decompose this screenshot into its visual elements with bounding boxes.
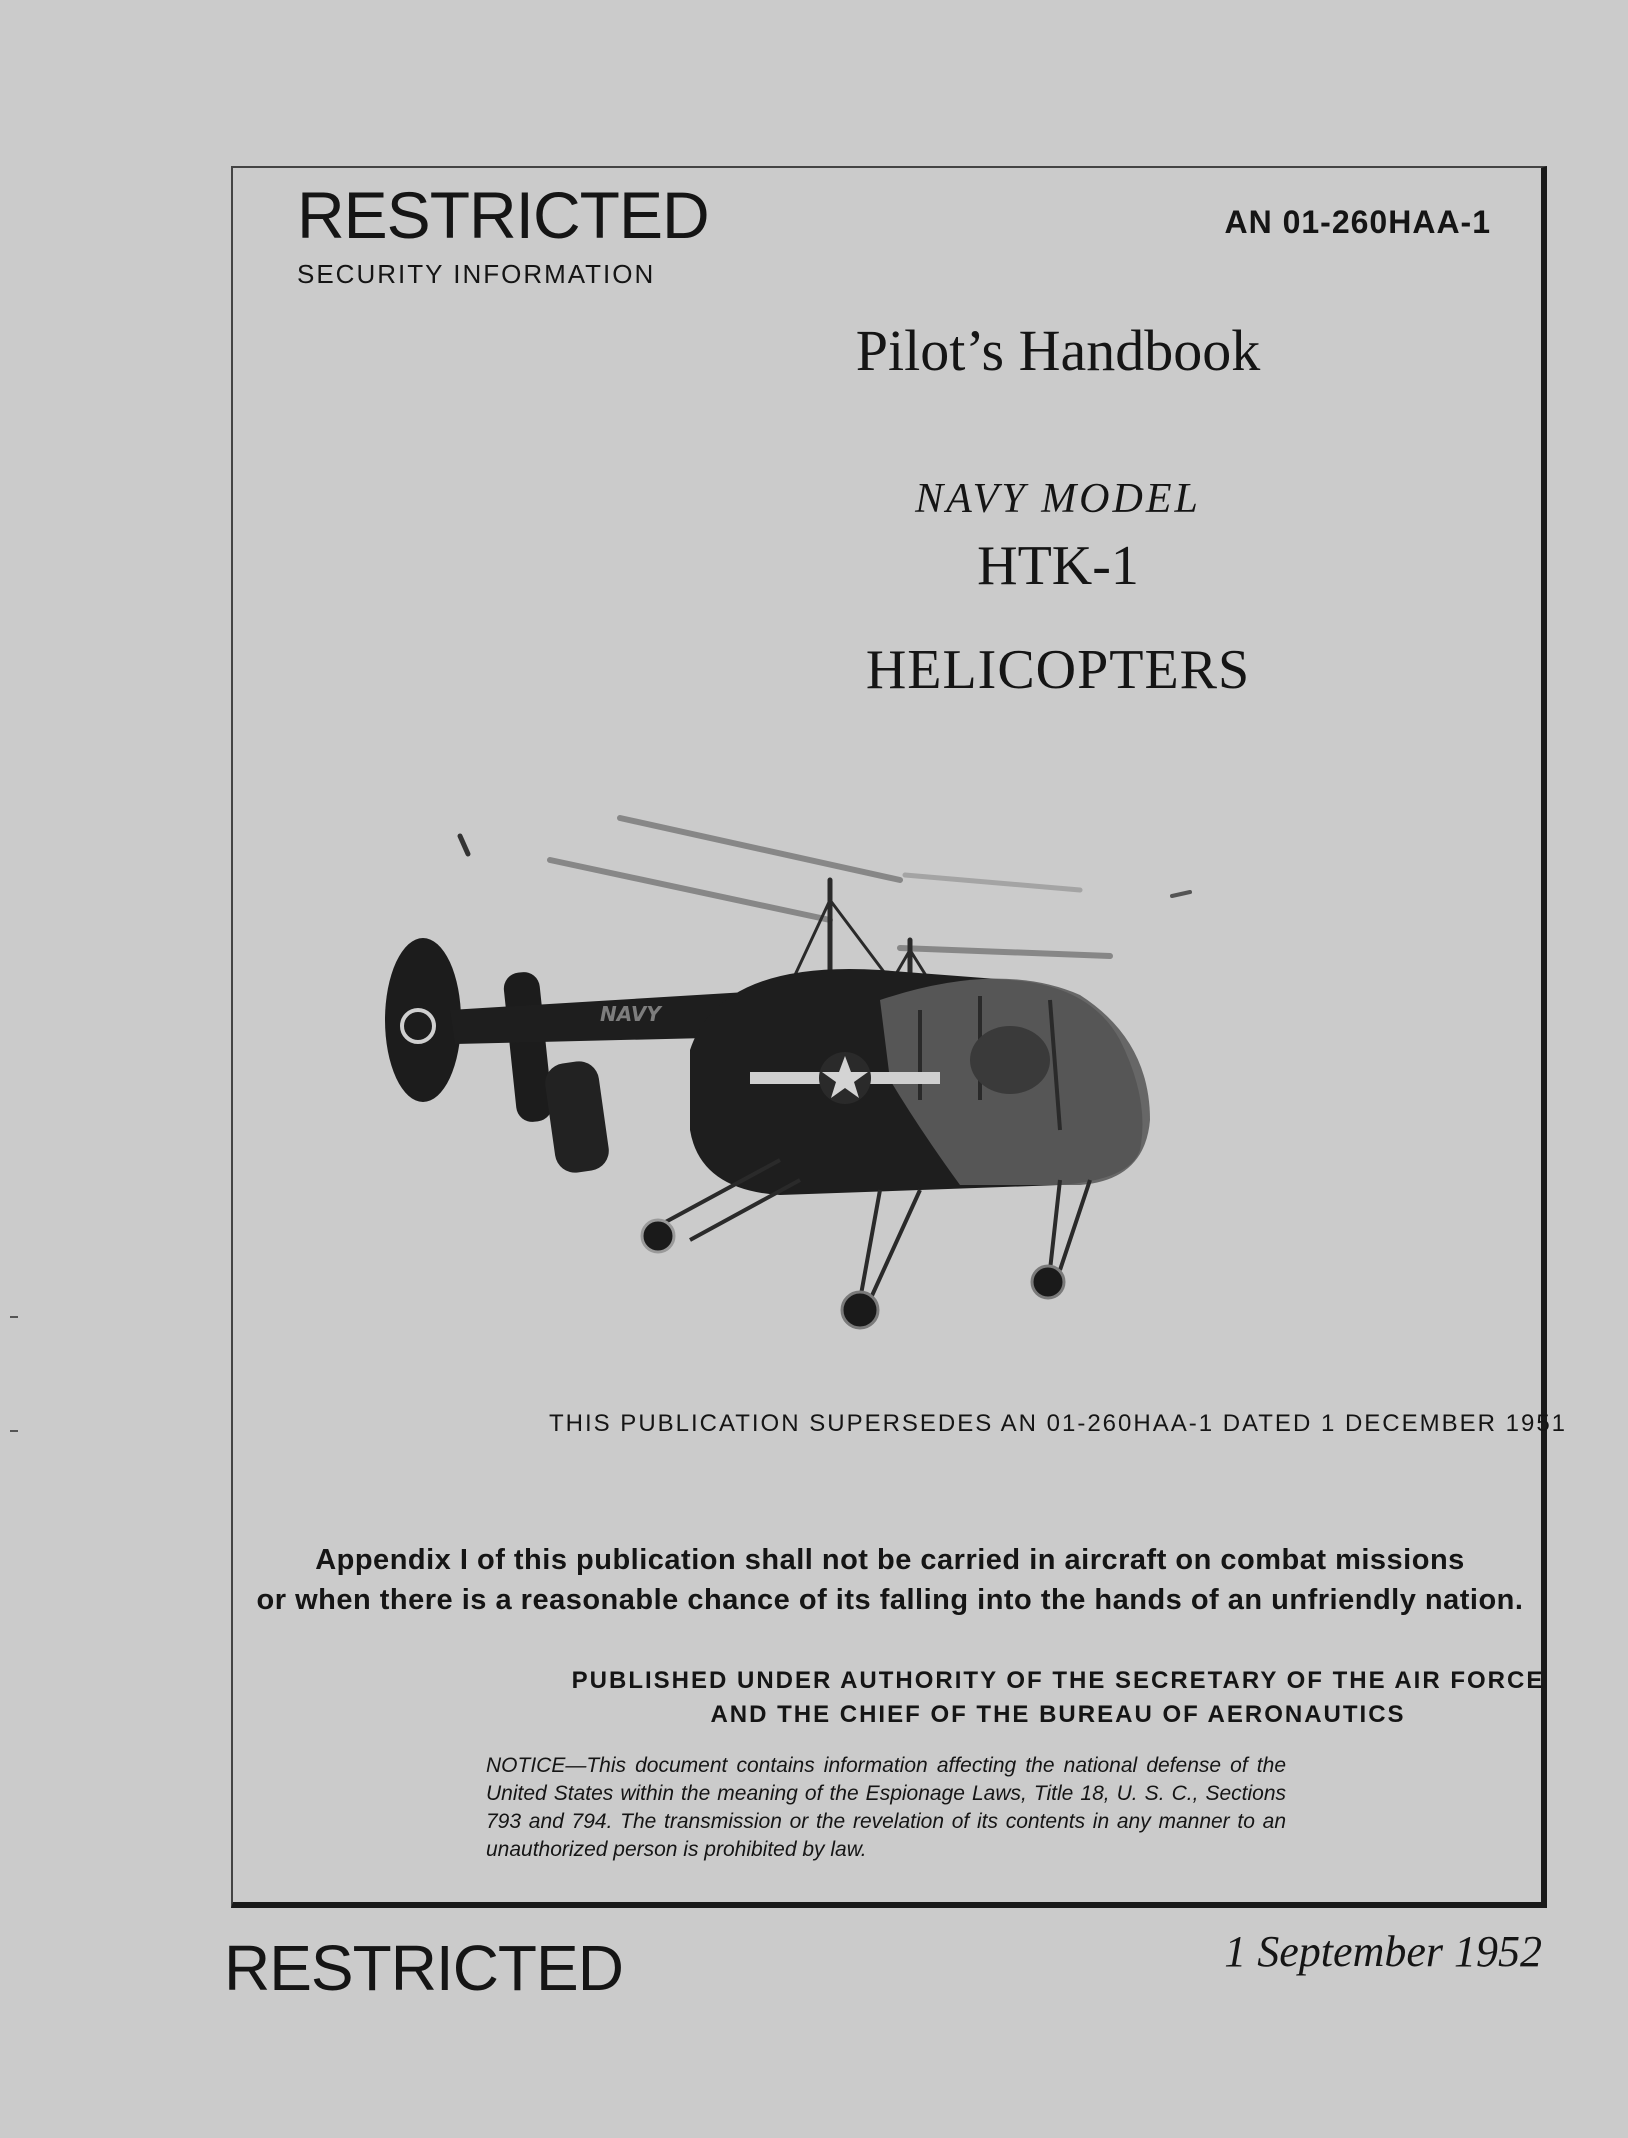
appendix-warning-line: or when there is a reasonable chance of its falling into the hands of an unfriendly nation. <box>256 1584 1524 1616</box>
fuselage-lettering: NAVY <box>600 1002 661 1026</box>
model-designation: HTK-1 <box>977 535 1139 597</box>
classification-footer: RESTRICTED <box>224 1932 623 2004</box>
appendix-warning <box>240 1540 1540 1620</box>
navy-model-label: NAVY MODEL <box>915 476 1201 522</box>
landing-gear-strut <box>1050 1180 1090 1270</box>
rotor-blade <box>900 948 1110 956</box>
rotor-tip <box>460 836 468 854</box>
authority-line: AND THE CHIEF OF THE BUREAU OF AERONAUTICS <box>710 1701 1406 1728</box>
helicopter-photo <box>360 800 1240 1380</box>
classification-header: RESTRICTED <box>297 178 709 252</box>
scan-mark <box>10 1430 18 1432</box>
supersedes-notice: THIS PUBLICATION SUPERSEDES AN 01-260HAA-1 DATED 1 DECEMBER 1951 <box>548 1410 1568 1437</box>
espionage-notice: NOTICE—This document contains information affecting the national defense of the United States within the meaning of the Espionage Laws, Title 18, U. S. C., Sections 793 and 794. The transmission or the revelation of its contents in any manner to an unauthorized person is prohibited by law. <box>486 1754 1286 1861</box>
tail-fin <box>543 1059 612 1175</box>
pilot <box>970 1026 1050 1094</box>
tail-fin <box>385 938 461 1102</box>
rotor-blade <box>620 818 900 880</box>
rotor-tip <box>1172 892 1190 896</box>
document-number: AN 01-260HAA-1 <box>1224 204 1491 240</box>
tail-fin <box>502 971 553 1124</box>
wheel <box>642 1220 674 1252</box>
wheel <box>1032 1266 1064 1298</box>
scan-mark <box>10 1316 18 1318</box>
rotor-blade <box>550 860 830 920</box>
wheel <box>842 1292 878 1328</box>
appendix-warning-line: Appendix I of this publication shall not be carried in aircraft on combat missions <box>315 1544 1465 1576</box>
publication-date: 1 September 1952 <box>1224 1927 1542 1976</box>
landing-gear-strut <box>860 1190 920 1300</box>
publishing-authority <box>400 1664 1628 1732</box>
aircraft-type-title: HELICOPTERS <box>865 639 1251 701</box>
handbook-title: Pilot’s Handbook <box>855 318 1261 383</box>
authority-line: PUBLISHED UNDER AUTHORITY OF THE SECRETARY OF THE AIR FORCE <box>571 1667 1545 1694</box>
security-information-label: SECURITY INFORMATION <box>297 259 656 289</box>
strut <box>830 900 890 980</box>
rotor-blade <box>905 875 1080 890</box>
